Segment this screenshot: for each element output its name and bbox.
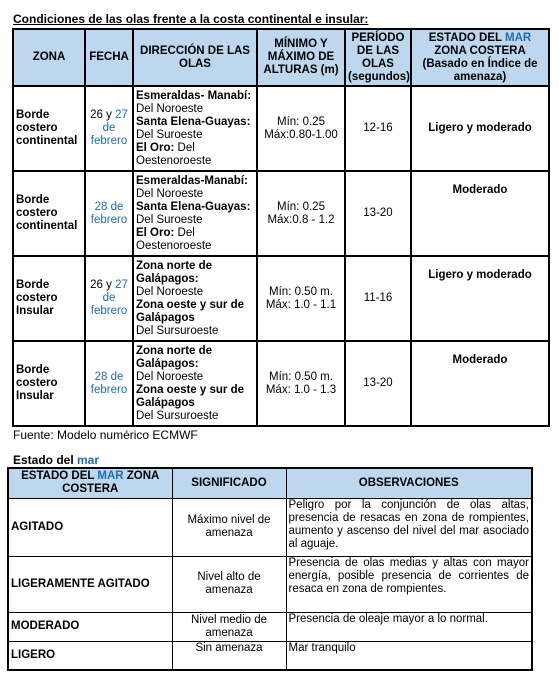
observaciones-cell: Mar tranquilo (286, 641, 532, 670)
alturas-cell: Mín: 0.50 m. Máx: 1.0 - 1.3 (257, 341, 345, 426)
header-significado: SIGNIFICADO (172, 468, 286, 498)
source-note: Fuente: Modelo numérico ECMWF (13, 428, 198, 442)
fecha-cell: 26 y 27 de febrero (85, 256, 133, 341)
periodo-cell: 12-16 (345, 86, 411, 171)
table-row (13, 256, 549, 341)
table-row (13, 86, 549, 171)
fecha-cell: 28 de febrero (85, 171, 133, 256)
estado-cell: Ligero y moderado (411, 256, 549, 341)
estado-cell: LIGERO (8, 641, 172, 670)
header-fecha: FECHA (85, 29, 133, 86)
direccion-cell: Zona norte de Galápagos: Del Noroeste Zona oeste y sur de Galápagos Del Sursuroeste (133, 341, 257, 426)
header-alturas: MÍNIMO Y MÁXIMO DE ALTURAS (m) (257, 29, 345, 86)
header-estado-mar: ESTADO DEL MAR ZONA COSTERA (8, 468, 172, 498)
significado-cell: Sin amenaza (172, 641, 286, 670)
estado-cell: AGITADO (8, 498, 172, 556)
zona-cell: Borde costero Insular (13, 256, 85, 341)
observaciones-cell: Presencia de oleaje mayor a lo normal. (286, 612, 532, 641)
alturas-cell: Mín: 0.25 Máx:0.80-1.00 (257, 86, 345, 171)
wave-conditions-table (12, 28, 550, 427)
zona-cell: Borde costero continental (13, 171, 85, 256)
direccion-cell: Esmeraldas-Manabí: Del Noroeste Santa Elena-Guayas: Del Suroeste El Oro: Del Oestenoroeste (133, 171, 257, 256)
significado-cell: Máximo nivel de amenaza (172, 498, 286, 556)
direccion-cell: Esmeraldas- Manabí: Del Noroeste Santa Elena-Guayas: Del Suroeste El Oro: Del Oestenoroeste (133, 86, 257, 171)
sea-state-table (7, 467, 533, 671)
significado-cell: Nivel medio de amenaza (172, 612, 286, 641)
periodo-cell: 13-20 (345, 341, 411, 426)
fecha-cell: 28 de febrero (85, 341, 133, 426)
header-estado: ESTADO DEL MAR ZONA COSTERA (Basado en Índice de amenaza) (411, 29, 549, 86)
estado-section-title: Estado del mar (13, 453, 100, 467)
significado-cell: Nivel alto de amenaza (172, 556, 286, 612)
header-periodo: PERÍODO DE LAS OLAS (segundos) (345, 29, 411, 86)
table-header-row (13, 29, 549, 86)
estado-cell: MODERADO (8, 612, 172, 641)
estado-cell: Ligero y moderado (411, 86, 549, 171)
section-title: Condiciones de las olas frente a la costa continental e insular: (13, 12, 369, 26)
direccion-cell: Zona norte de Galápagos: Del Noroeste Zona oeste y sur de Galápagos Del Sursuroeste (133, 256, 257, 341)
estado-cell: Moderado (411, 171, 549, 256)
table-header-row (8, 468, 532, 498)
table-row (13, 341, 549, 426)
table-row (13, 171, 549, 256)
estado-cell: Moderado (411, 341, 549, 426)
observaciones-cell: Peligro por la conjunción de olas altas, presencia de resacas en zona de rompientes, aumento y ascenso del nivel del mar asociado al aguaje. (286, 498, 532, 556)
alturas-cell: Mín: 0.50 m. Máx: 1.0 - 1.1 (257, 256, 345, 341)
periodo-cell: 11-16 (345, 256, 411, 341)
table-row (8, 498, 532, 556)
estado-cell: LIGERAMENTE AGITADO (8, 556, 172, 612)
zona-cell: Borde costero continental (13, 86, 85, 171)
table-row (8, 641, 532, 670)
alturas-cell: Mín: 0.25 Máx:0.8 - 1.2 (257, 171, 345, 256)
table-row (8, 556, 532, 612)
zona-cell: Borde costero Insular (13, 341, 85, 426)
periodo-cell: 13-20 (345, 171, 411, 256)
header-direccion: DIRECCIÓN DE LAS OLAS (133, 29, 257, 86)
observaciones-cell: Presencia de olas medias y altas con mayor energía, posible presencia de corrientes de resaca en zona de rompientes. (286, 556, 532, 612)
header-observaciones: OBSERVACIONES (286, 468, 532, 498)
header-zona: ZONA (13, 29, 85, 86)
fecha-cell: 26 y 27 de febrero (85, 86, 133, 171)
table-row (8, 612, 532, 641)
